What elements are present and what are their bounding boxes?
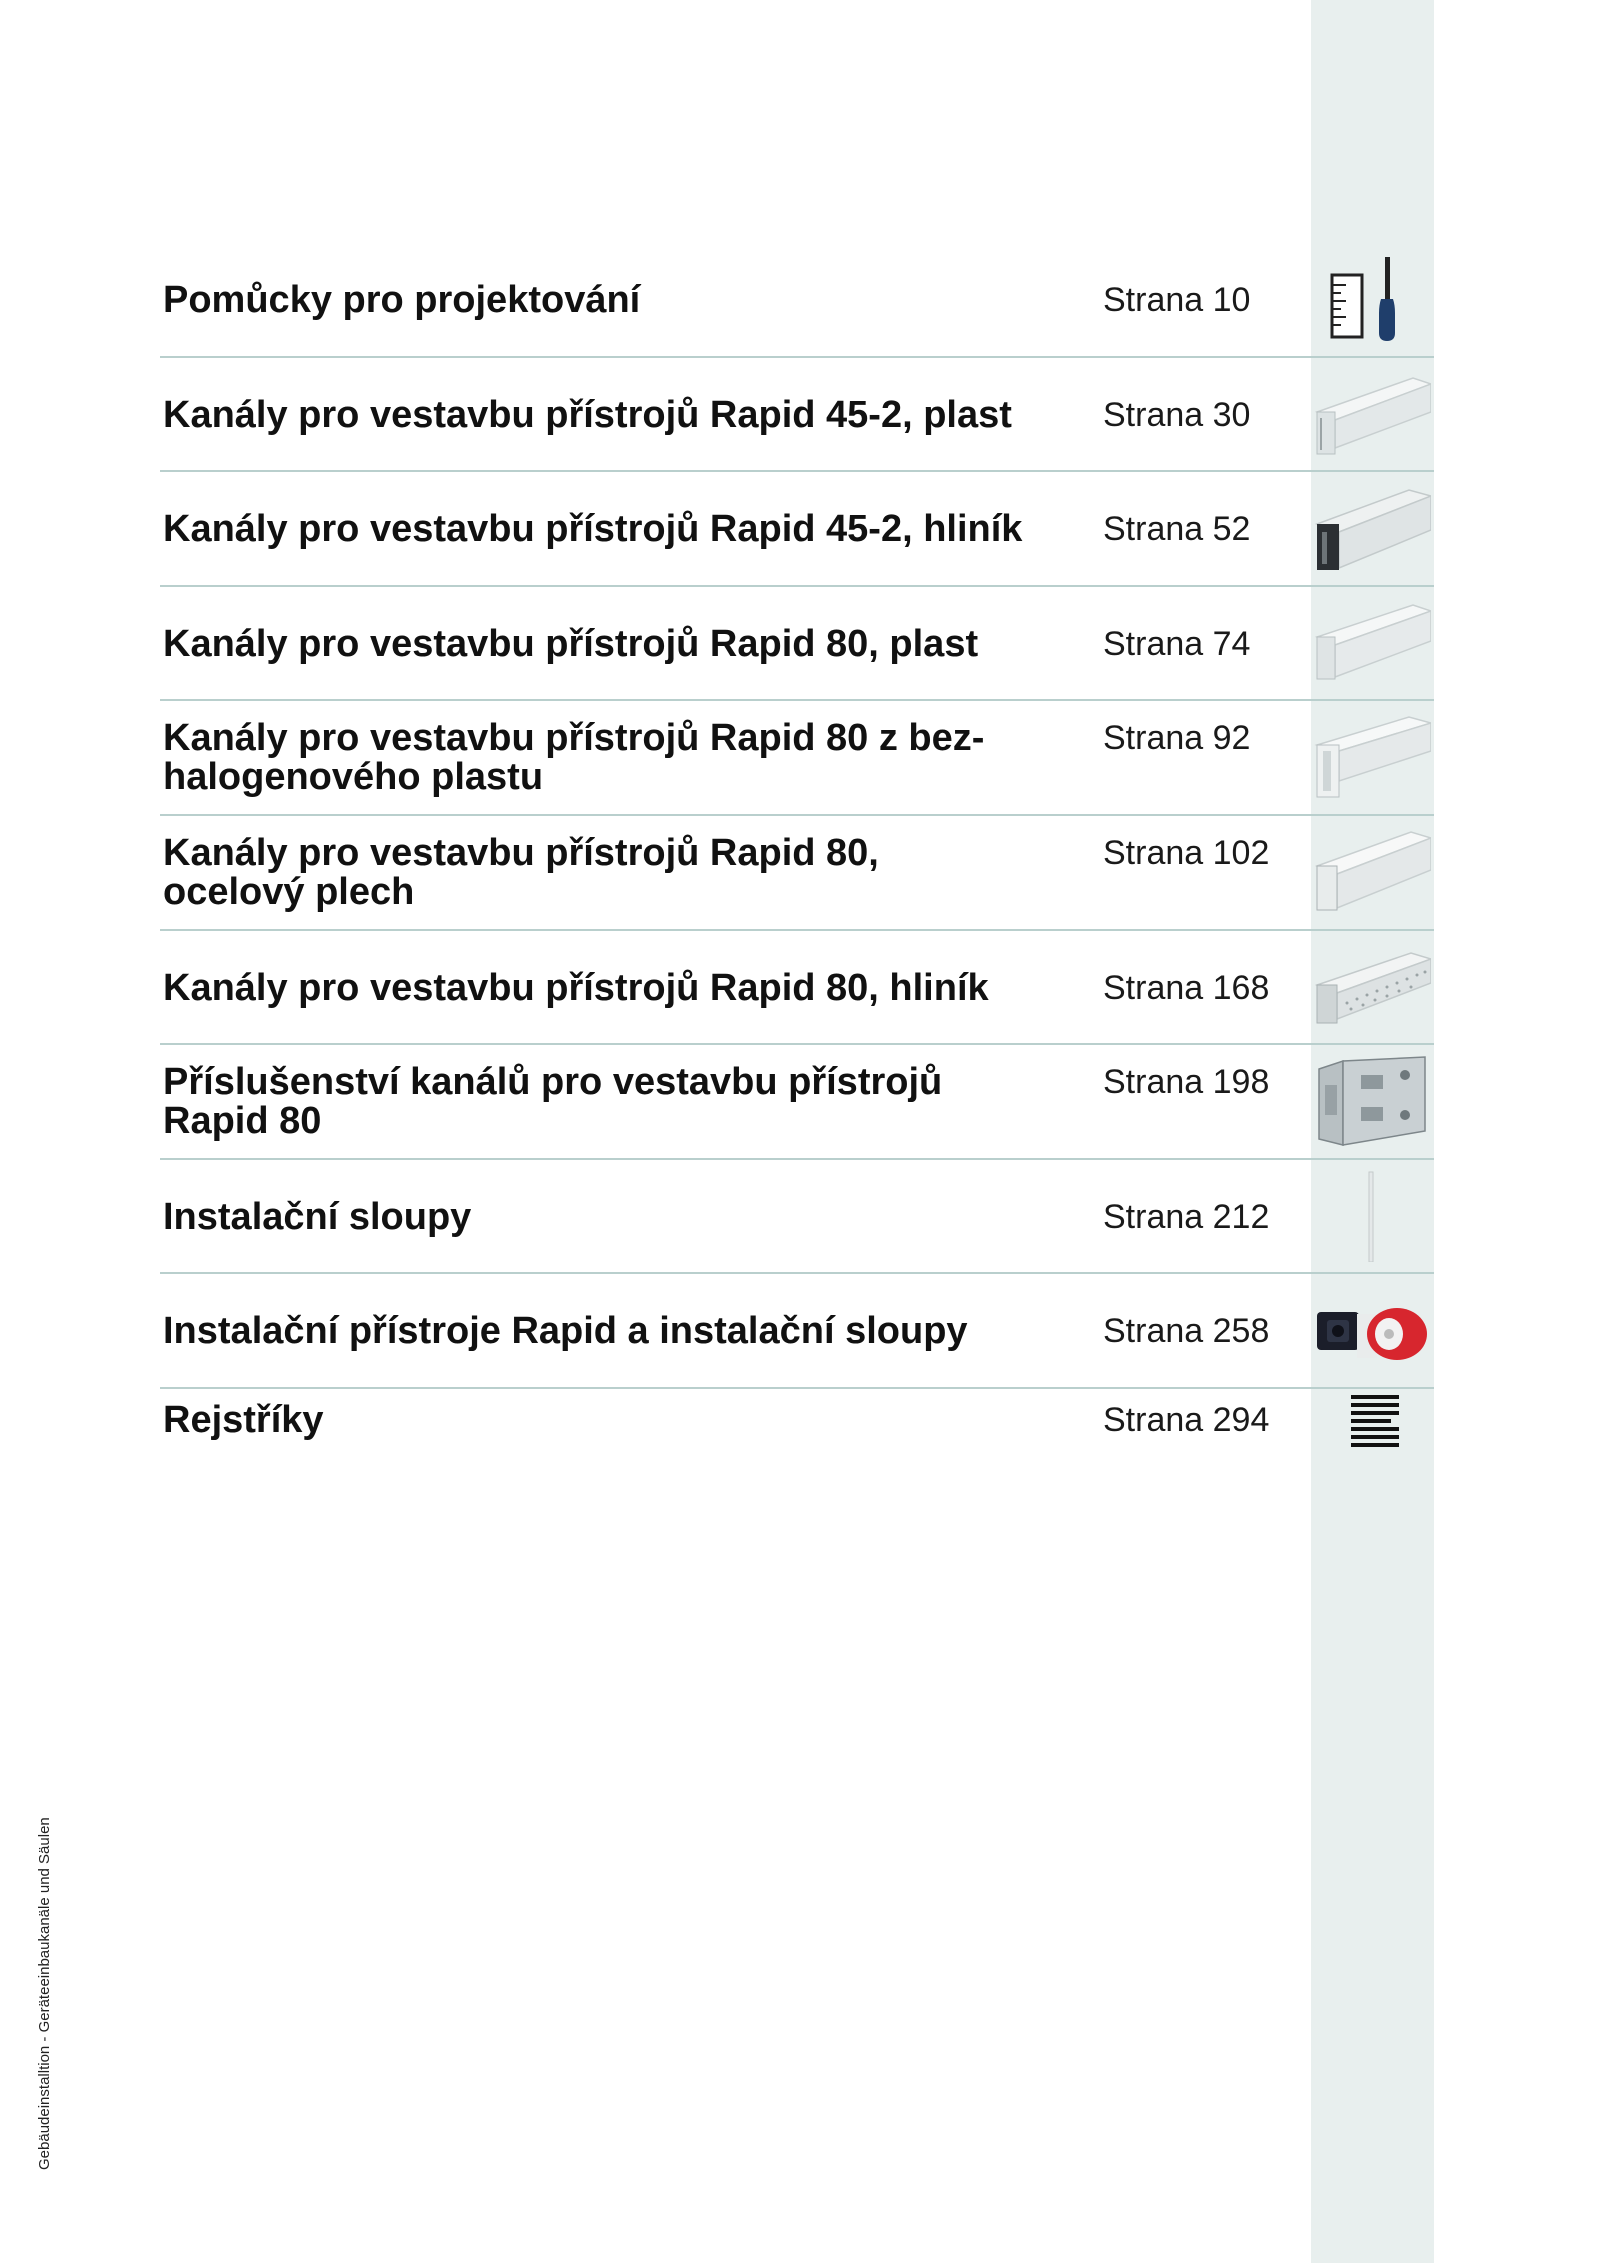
toc-row[interactable] bbox=[160, 1274, 1434, 1389]
toc-title[interactable] bbox=[163, 719, 1083, 797]
toc-page-number: Strana 168 bbox=[1103, 968, 1270, 1007]
toc-title[interactable]: Kanály pro vestavbu přístrojů Rapid 80, hliník bbox=[163, 966, 989, 1009]
ruler-screwdriver-icon bbox=[1313, 253, 1431, 345]
toc-title[interactable]: Instalační sloupy bbox=[163, 1195, 472, 1238]
toc-row[interactable] bbox=[160, 1389, 1434, 1504]
toc-title-line-1: Příslušenství kanálů pro vestavbu přístrojů bbox=[163, 1061, 943, 1104]
toc-page-number: Strana 198 bbox=[1103, 1063, 1270, 1102]
toc-title[interactable]: Instalační přístroje Rapid a instalační sloupy bbox=[163, 1310, 968, 1353]
metal-bracket-icon bbox=[1313, 1055, 1431, 1147]
steel-duct-icon bbox=[1313, 826, 1431, 918]
toc-row[interactable] bbox=[160, 931, 1434, 1046]
toc-title[interactable] bbox=[163, 831, 1083, 913]
column-icon bbox=[1313, 1170, 1431, 1262]
toc-title[interactable]: Kanály pro vestavbu přístrojů Rapid 45-2, hliník bbox=[163, 508, 1023, 551]
toc-row[interactable] bbox=[160, 701, 1434, 816]
toc-row[interactable] bbox=[160, 1045, 1434, 1160]
toc-title-line-1: Kanály pro vestavbu přístrojů Rapid 80, bbox=[163, 831, 879, 874]
toc-row[interactable] bbox=[160, 816, 1434, 931]
toc-page-number: Strana 74 bbox=[1103, 624, 1251, 663]
table-of-contents bbox=[160, 243, 1434, 1504]
toc-row[interactable] bbox=[160, 358, 1434, 473]
toc-title[interactable] bbox=[163, 1063, 1083, 1141]
toc-row[interactable] bbox=[160, 1160, 1434, 1275]
toc-title-line-2: Rapid 80 bbox=[163, 1100, 322, 1143]
white-duct-icon bbox=[1313, 711, 1431, 803]
toc-page-number: Strana 52 bbox=[1103, 510, 1251, 549]
toc-title-line-2: halogenového plastu bbox=[163, 756, 544, 799]
toc-page-number: Strana 102 bbox=[1103, 833, 1270, 872]
toc-page-number: Strana 212 bbox=[1103, 1197, 1270, 1236]
aluminium-duct-icon bbox=[1313, 482, 1431, 574]
white-duct-icon bbox=[1313, 368, 1431, 460]
toc-row[interactable] bbox=[160, 472, 1434, 587]
toc-row[interactable] bbox=[160, 587, 1434, 702]
toc-page-number: Strana 294 bbox=[1103, 1400, 1270, 1439]
toc-page-number: Strana 92 bbox=[1103, 719, 1251, 758]
vertical-side-text: Gebäudeinstalltion - Geräteeinbaukanäle und Säulen bbox=[36, 1817, 53, 2170]
toc-title[interactable]: Pomůcky pro projektování bbox=[163, 279, 641, 321]
white-duct-icon bbox=[1313, 597, 1431, 689]
toc-page-number: Strana 30 bbox=[1103, 395, 1251, 434]
toc-title[interactable]: Kanály pro vestavbu přístrojů Rapid 45-2, plast bbox=[163, 393, 1012, 436]
toc-row[interactable] bbox=[160, 243, 1434, 358]
toc-title[interactable]: Rejstříky bbox=[163, 1398, 324, 1441]
toc-title-line-1: Kanály pro vestavbu přístrojů Rapid 80 z bez- bbox=[163, 717, 985, 760]
socket-icon bbox=[1313, 1284, 1431, 1376]
perforated-duct-icon bbox=[1313, 941, 1431, 1033]
toc-title-line-2: ocelový plech bbox=[163, 870, 415, 913]
index-lines-icon bbox=[1313, 1389, 1431, 1481]
toc-title[interactable]: Kanály pro vestavbu přístrojů Rapid 80, plast bbox=[163, 622, 979, 665]
toc-page-number: Strana 10 bbox=[1103, 281, 1251, 319]
toc-page-number: Strana 258 bbox=[1103, 1312, 1270, 1351]
